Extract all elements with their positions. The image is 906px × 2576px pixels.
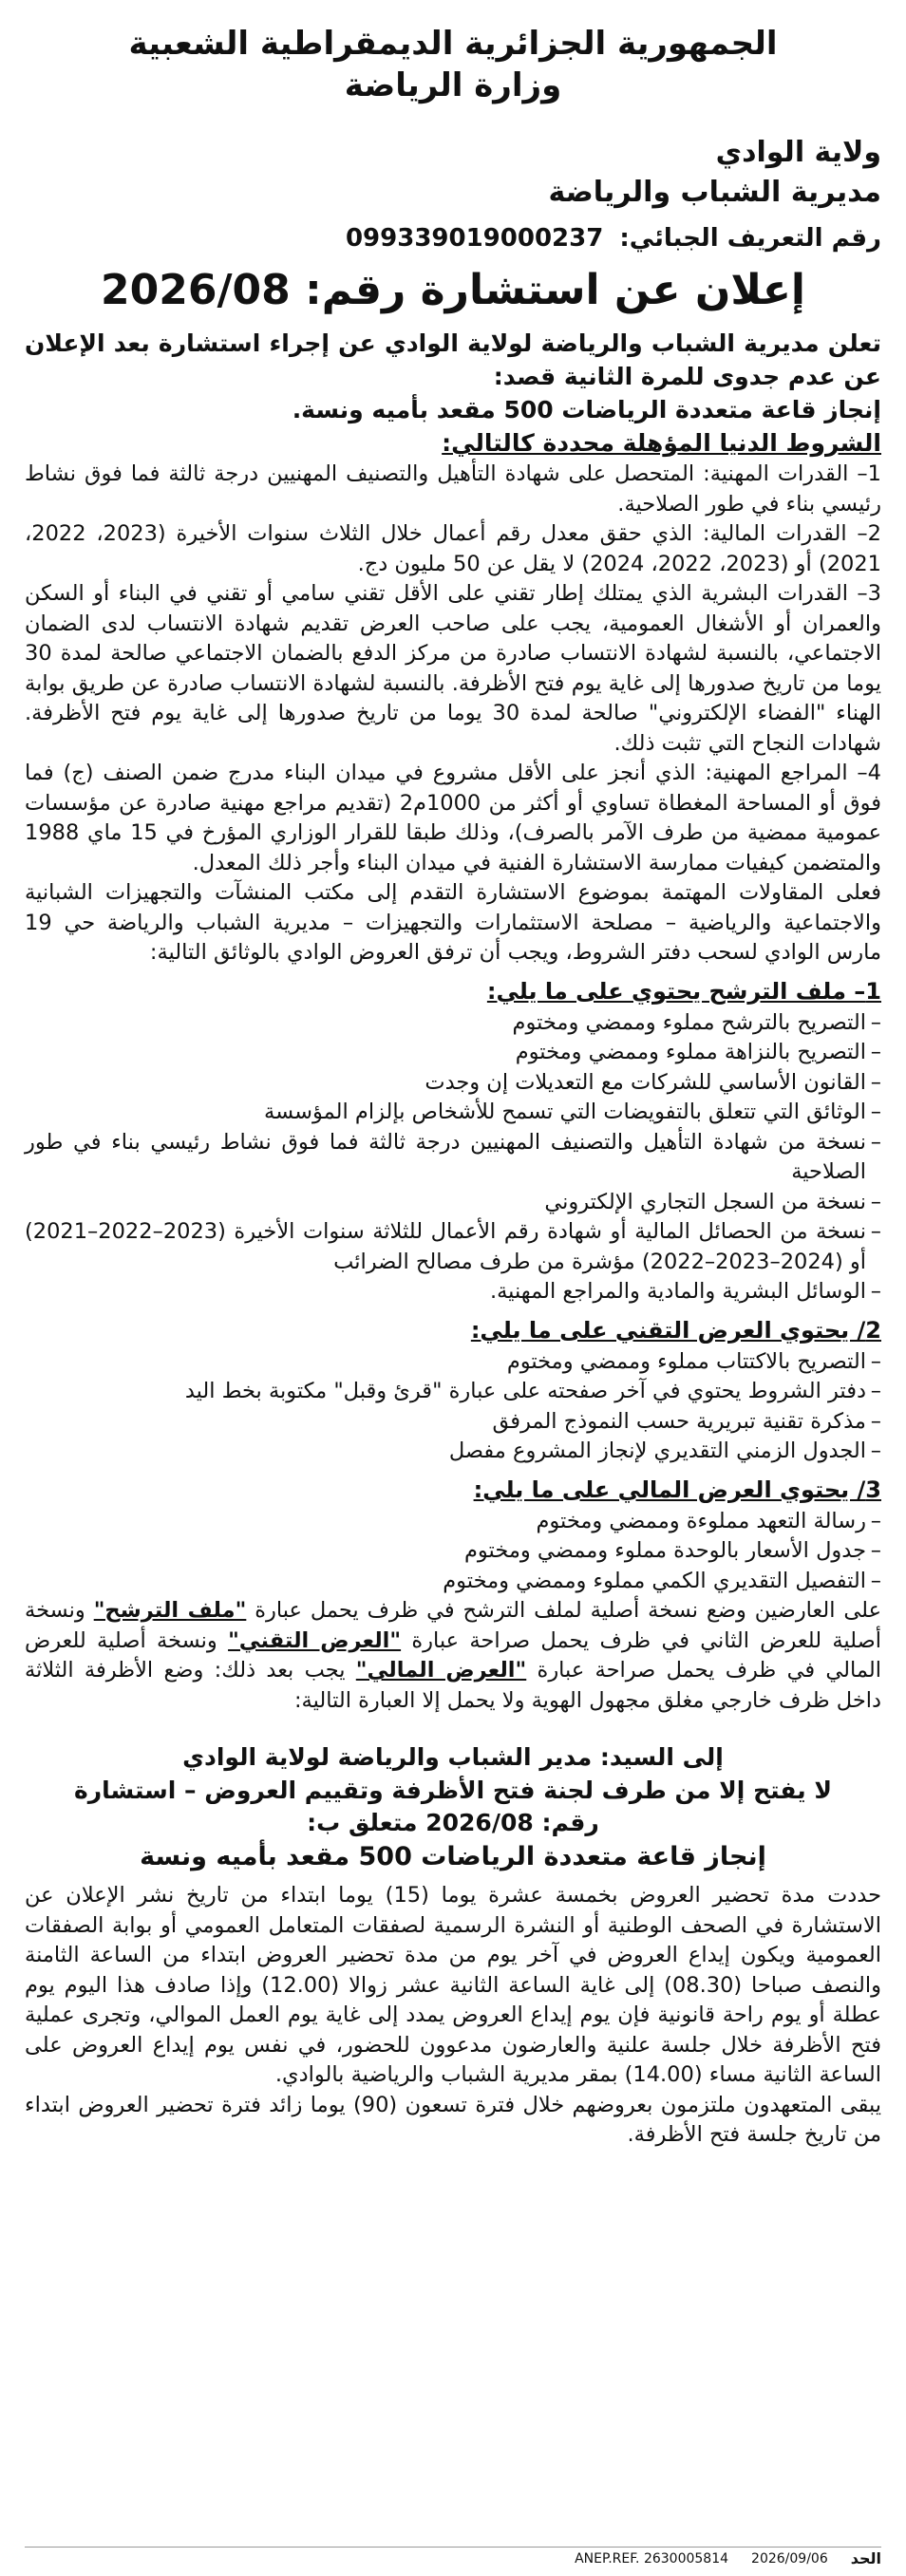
candidacy-envelope-label: "ملف الترشح" — [93, 1598, 247, 1623]
condition-item: 2– القدرات المالية: الذي حقق معدل رقم أعمال خلال الثلاث سنوات الأخيرة (2023، 2022، 2021) أو (2023، 2022، 2024) لا يقل عن 50 مليون دج. — [25, 521, 881, 576]
section-title: 2/ يحتوي العرض التقني على ما يلي: — [470, 1316, 881, 1344]
conditions-list — [25, 460, 881, 878]
invitation-text: فعلى المقاولات المهتمة بموضوع الاستشارة التقدم إلى مكتب المنشآت والتجهيزات الشبانية والاجتماعية والرياضية – مصلحة الاستثمارات والتجهيزات – مديرية الشباب والرياضة حي 19 مارس الوادي لسحب دفتر الشروط، ويجب أن ترفق العروض الوادي بالوثائق التالية: — [25, 880, 881, 965]
section-title: 3/ يحتوي العرض المالي على ما يلي: — [473, 1476, 881, 1503]
address-line: رقم: 2026/08 متعلق ب: — [307, 1809, 599, 1836]
conditions-heading: الشروط الدنيا المؤهلة محددة كالتالي: — [442, 429, 881, 457]
submission-part: ونسخة أصلية للعرض الثاني في ظرف يحمل صراحة عبارة — [25, 1598, 881, 1653]
address-to: إلى السيد: مدير الشباب والرياضة لولاية الوادي — [182, 1743, 724, 1771]
list-item: – نسخة من الحصائل المالية أو شهادة رقم الأعمال للثلاثة سنوات الأخيرة (2023–2022–2021) أو (2024–2023–2022) مؤشرة من طرف مصالح الضرائب — [25, 1217, 881, 1277]
tax-id-value: 099339019000237 — [345, 224, 604, 253]
submission-part: على العارضين وضع نسخة أصلية لملف الترشح في ظرف يحمل عبارة — [255, 1598, 882, 1623]
republic-name: الجمهورية الجزائرية الديمقراطية الشعبية — [128, 25, 778, 63]
list-item: – رسالة التعهد مملوءة وممضي ومختوم — [25, 1507, 881, 1537]
list-item: – التصريح بالاكتتاب مملوء وممضي ومختوم — [25, 1347, 881, 1378]
candidacy-section — [25, 974, 881, 1307]
intro-text: تعلن مديرية الشباب والرياضة لولاية الوادي عن إجراء استشارة بعد الإعلان عن عدم جدوى للمرة الثانية قصد: — [25, 329, 881, 390]
condition-item: 4– المراجع المهنية: الذي أنجز على الأقل مشروع في ميدان البناء مدرج ضمن الصنف (ج) فما فوق أو المساحة المغطاة تساوي أو أكثر من 1000م2 (تقديم مراجع مهنية صادرة عن مؤسسات عمومية ممضية من طرف الآمر بالصرف)، وذلك طبقا للقرار الوزاري المؤرخ في 15 ماي 1988 والمتضمن كيفيات ممارسة الاستشارة الفنية في ميدان البناء وأجر ذلك المعدل. — [25, 761, 882, 875]
announcement-title: إعلان عن استشارة رقم: 2026/08 — [101, 266, 805, 314]
footer-date: 2026/09/06 — [751, 2551, 828, 2567]
list-item: – القانون الأساسي للشركات مع التعديلات إن وجدت — [25, 1068, 881, 1099]
list-item: – التصريح بالترشح مملوء وممضي ومختوم — [25, 1008, 881, 1039]
technical-envelope-label: "العرض التقني" — [228, 1627, 402, 1653]
validity-text: يبقى المتعهدون ملتزمون بعروضهم خلال فترة تسعون (90) يوما زائد فترة تحضير العروض ابتداء من تاريخ جلسة فتح الأظرفة. — [25, 2092, 881, 2147]
newspaper-logo: الحد — [850, 2549, 881, 2567]
list-item: – دفتر الشروط يحتوي في آخر صفحته على عبارة "قرئ وقبل" مكتوبة بخط اليد — [25, 1377, 881, 1407]
header-block — [25, 23, 881, 106]
condition-item: 1– القدرات المهنية: المتحصل على شهادة التأهيل والتصنيف المهنيين درجة ثالثة فما فوق نشاط رئيسي بناء في طور الصلاحية. — [25, 461, 881, 517]
list-item: – الوسائل البشرية والمادية والمراجع المهنية. — [25, 1277, 881, 1307]
list-item: – التصريح بالنزاهة مملوء وممضي ومختوم — [25, 1038, 881, 1068]
list-item: – نسخة من شهادة التأهيل والتصنيف المهنيين درجة ثالثة فما فوق نشاط رئيسي بناء في طور الصلاحية — [25, 1128, 881, 1188]
directorate-name: مديرية الشباب والرياضة — [548, 176, 881, 209]
envelope-address — [25, 1740, 881, 1875]
address-project: إنجاز قاعة متعددة الرياضات 500 مقعد بأميه ونسة — [140, 1842, 766, 1871]
financial-envelope-label: "العرض المالي" — [355, 1658, 527, 1683]
list-item: – التفصيل التقديري الكمي مملوء وممضي ومختوم — [25, 1567, 881, 1597]
tax-id-label: رقم التعريف الجبائي: — [619, 224, 881, 253]
ministry-name: وزارة الرياضة — [344, 66, 562, 104]
submission-part: يجب بعد ذلك: وضع الأظرفة الثلاثة داخل ظرف خارجي مغلق مجهول الهوية ولا يحمل إلا العبارة التالية: — [25, 1658, 881, 1713]
list-item: – الوثائق التي تتعلق بالتفويضات التي تسمح للأشخاص بإلزام المؤسسة — [25, 1098, 881, 1128]
list-item: – الجدول الزمني التقديري لإنجاز المشروع مفصل — [25, 1437, 881, 1467]
list-item: – نسخة من السجل التجاري الإلكتروني — [25, 1188, 881, 1218]
section-title: 1– ملف الترشح يحتوي على ما يلي: — [486, 977, 881, 1005]
tax-id — [25, 220, 881, 256]
address-line: لا يفتح إلا من طرف لجنة فتح الأظرفة وتقييم العروض – استشارة — [74, 1777, 832, 1804]
financial-offer-section — [25, 1473, 881, 1597]
deadline-text: حددت مدة تحضير العروض بخمسة عشرة يوما (15) يوما ابتداء من تاريخ نشر الإعلان عن الاستشارة في الصحف الوطنية أو النشرة الرسمية لصفقات المتعامل العمومي أو بوابة الصفقات العمومية ويكون إيداع العروض في آخر يوم من مدة تحضير العروض ابتداء من الساعة الثامنة والنصف صباحا (08.30) إلى غاية الساعة الثانية عشر زوالا (12.00) وإذا صادف هذا اليوم يوم عطلة أو يوم راحة قانونية فإن يوم إيداع العروض يمدد إلى غاية يوم العمل الموالي، وتجرى عملية فتح الأظرفة خلال جلسة علنية والعارضون مدعوون للحضور، في نفس يوم إيداع العروض على الساعة الثانية مساء (14.00) بمقر مديرية الشباب والرياضية بالوادي. — [25, 1883, 881, 2087]
footer — [25, 2547, 881, 2570]
technical-offer-section — [25, 1313, 881, 1467]
project-name: إنجاز قاعة متعددة الرياضات 500 مقعد بأميه ونسة. — [292, 396, 881, 423]
submission-text — [25, 1596, 881, 1716]
condition-item: 3– القدرات البشرية الذي يمتلك إطار تقني على الأقل تقني سامي أو تقني في البناء أو السكن والعمران أو الأشغال العمومية، يجب على صاحب العرض تقديم شهادة الانتساب لدى الضمان الاجتماعي، بالنسبة لشهادة الانتساب صادرة من مركز الدفع بالضمان الاجتماعي صالحة لمدة 30 يوما من تاريخ صدورها إلى غاية يوم فتح الأظرفة. بالنسبة لشهادة الانتساب صادرة عن طريق بوابة الهناء "الفضاء الإلكتروني" صالحة لمدة 30 يوما من تاريخ صدورها إلى غاية يوم فتح الأظرفة. شهادات النجاح التي تثبت ذلك. — [25, 581, 881, 756]
submission-part: ونسخة أصلية للعرض المالي في ظرف يحمل صراحة عبارة — [25, 1627, 882, 1683]
issuer-block — [25, 133, 881, 256]
footer-ref: ANEP.REF. 2630005814 — [575, 2551, 729, 2567]
list-item: – جدول الأسعار بالوحدة مملوء وممضي ومختوم — [25, 1536, 881, 1567]
list-item: – مذكرة تقنية تبريرية حسب النموذج المرفق — [25, 1407, 881, 1438]
wilaya-name: ولاية الوادي — [715, 136, 881, 169]
